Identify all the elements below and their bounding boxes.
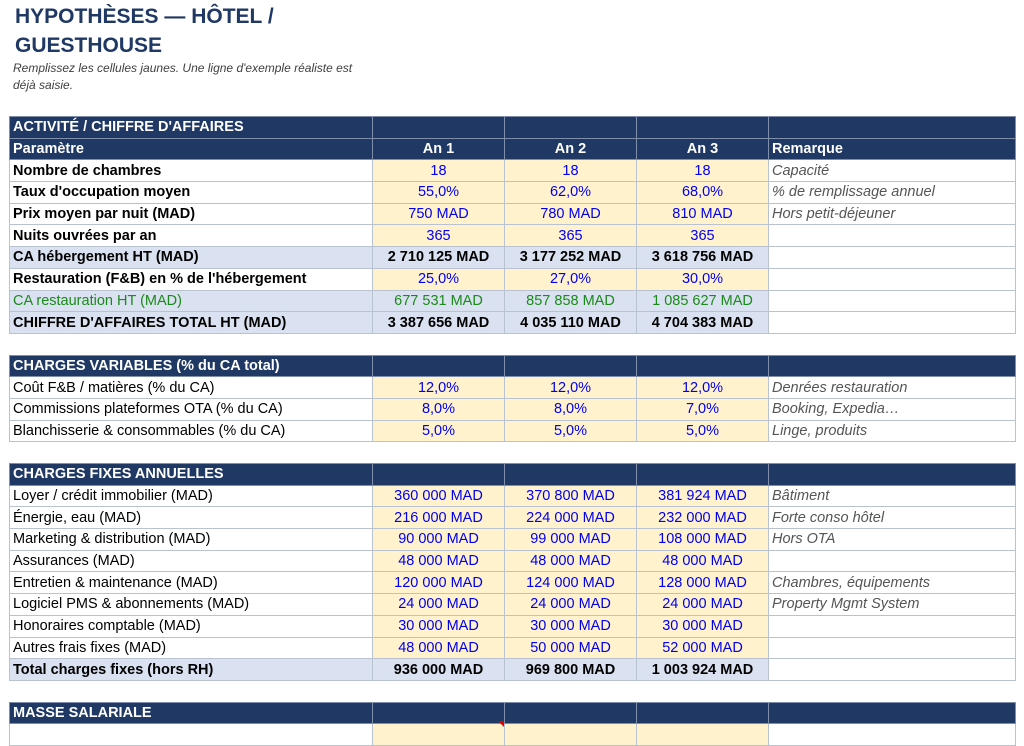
table-row [10,398,1016,420]
col-header-remark: Remarque [769,138,1016,160]
table-row [10,572,1016,594]
input-cell[interactable]: 48 000 MAD [637,550,769,572]
remark-cell[interactable]: Hors OTA [769,529,1016,551]
remark-cell[interactable]: Hors petit-déjeuner [769,203,1016,225]
calc-cell[interactable]: 1 003 924 MAD [637,659,769,681]
comment-indicator-icon[interactable] [498,721,504,727]
remark-cell[interactable] [769,225,1016,247]
row-label: Total charges fixes (hors RH) [10,659,373,681]
remark-cell[interactable]: Property Mgmt System [769,594,1016,616]
input-cell[interactable]: 68,0% [637,182,769,204]
calc-cell[interactable]: 1 085 627 MAD [637,290,769,312]
input-cell[interactable]: 30 000 MAD [505,615,637,637]
calc-cell[interactable]: 857 858 MAD [505,290,637,312]
input-cell[interactable]: 30 000 MAD [373,615,505,637]
input-cell[interactable]: 12,0% [637,377,769,399]
section-title: MASSE SALARIALE [10,702,373,724]
input-cell[interactable]: 62,0% [505,182,637,204]
input-cell[interactable]: 750 MAD [373,203,505,225]
table-row [10,203,1016,225]
row-label: Honoraires comptable (MAD) [10,615,373,637]
row-label: CHIFFRE D'AFFAIRES TOTAL HT (MAD) [10,312,373,334]
row-label: Restauration (F&B) en % de l'hébergement [10,268,373,290]
col-header-y3: An 3 [637,138,769,160]
input-cell[interactable]: 128 000 MAD [637,572,769,594]
input-cell[interactable]: 12,0% [373,377,505,399]
row-label: Autres frais fixes (MAD) [10,637,373,659]
input-cell[interactable]: 5,0% [505,420,637,442]
table-row [10,637,1016,659]
table-row [10,615,1016,637]
page-title: HYPOTHÈSES — HÔTEL / GUESTHOUSE [15,5,274,57]
input-cell[interactable]: 810 MAD [637,203,769,225]
input-cell[interactable]: 30 000 MAD [637,615,769,637]
input-cell[interactable]: 360 000 MAD [373,485,505,507]
input-cell[interactable] [637,724,769,746]
remark-cell[interactable] [769,724,1016,746]
row-label: Entretien & maintenance (MAD) [10,572,373,594]
input-cell[interactable]: 8,0% [373,398,505,420]
table-row [10,485,1016,507]
section-header-activity [10,117,1016,139]
row-label: Commissions plateformes OTA (% du CA) [10,398,373,420]
input-cell[interactable] [505,724,637,746]
calc-cell[interactable]: 677 531 MAD [373,290,505,312]
input-cell[interactable]: 381 924 MAD [637,485,769,507]
row-label: Assurances (MAD) [10,550,373,572]
row-label: CA hébergement HT (MAD) [10,247,373,269]
calc-cell[interactable]: 4 704 383 MAD [637,312,769,334]
table-row [10,507,1016,529]
row-label: Coût F&B / matières (% du CA) [10,377,373,399]
remark-cell[interactable]: Bâtiment [769,485,1016,507]
row-label: Énergie, eau (MAD) [10,507,373,529]
table-row [10,420,1016,442]
input-cell[interactable] [373,724,505,746]
input-cell[interactable]: 25,0% [373,268,505,290]
remark-cell[interactable]: Chambres, équipements [769,572,1016,594]
col-header-y1: An 1 [373,138,505,160]
row-label: Prix moyen par nuit (MAD) [10,203,373,225]
input-cell[interactable]: 52 000 MAD [637,637,769,659]
input-cell[interactable]: 8,0% [505,398,637,420]
input-cell[interactable]: 18 [373,160,505,182]
section-header-fixed [10,464,1016,486]
row-label: Taux d'occupation moyen [10,182,373,204]
input-cell[interactable]: 232 000 MAD [637,507,769,529]
input-cell[interactable]: 27,0% [505,268,637,290]
col-header-y2: An 2 [505,138,637,160]
col-header-param: Paramètre [10,138,373,160]
row-label: Logiciel PMS & abonnements (MAD) [10,594,373,616]
table-row [10,225,1016,247]
section-title: CHARGES VARIABLES (% du CA total) [10,355,373,377]
row-label: CA restauration HT (MAD) [10,290,373,312]
calc-cell[interactable]: 2 710 125 MAD [373,247,505,269]
remark-cell[interactable]: Forte conso hôtel [769,507,1016,529]
input-cell[interactable]: 48 000 MAD [505,550,637,572]
input-cell[interactable]: 224 000 MAD [505,507,637,529]
calc-cell[interactable]: 4 035 110 MAD [505,312,637,334]
input-cell[interactable]: 124 000 MAD [505,572,637,594]
section-title: CHARGES FIXES ANNUELLES [10,464,373,486]
remark-cell[interactable]: Booking, Expedia… [769,398,1016,420]
input-cell[interactable]: 18 [505,160,637,182]
table-row [10,182,1016,204]
column-header-row [10,138,1016,160]
input-cell[interactable]: 12,0% [505,377,637,399]
table-row [10,550,1016,572]
row-label: Marketing & distribution (MAD) [10,529,373,551]
input-cell[interactable]: 365 [373,225,505,247]
page-subtitle: Remplissez les cellules jaunes. Une ligne d'exemple réaliste est déjà saisie. [13,61,353,92]
input-cell[interactable]: 24 000 MAD [373,594,505,616]
table-row-calc [10,290,1016,312]
table-row-total [10,659,1016,681]
table-row [10,724,1016,746]
input-cell[interactable]: 365 [505,225,637,247]
input-cell[interactable]: 24 000 MAD [505,594,637,616]
input-cell[interactable]: 90 000 MAD [373,529,505,551]
row-label: Nombre de chambres [10,160,373,182]
input-cell[interactable]: 216 000 MAD [373,507,505,529]
table-row-calc [10,247,1016,269]
remark-cell[interactable]: Linge, produits [769,420,1016,442]
input-cell[interactable]: 99 000 MAD [505,529,637,551]
calc-cell[interactable]: 3 618 756 MAD [637,247,769,269]
input-cell[interactable]: 5,0% [373,420,505,442]
section-title: ACTIVITÉ / CHIFFRE D'AFFAIRES [10,117,373,139]
calc-cell[interactable]: 936 000 MAD [373,659,505,681]
remark-cell[interactable] [769,615,1016,637]
remark-cell[interactable] [769,550,1016,572]
input-cell[interactable]: 55,0% [373,182,505,204]
hypotheses-sheet [9,116,1016,746]
input-cell[interactable]: 30,0% [637,268,769,290]
section-header-variable [10,355,1016,377]
table-row [10,268,1016,290]
row-label: Blanchisserie & consommables (% du CA) [10,420,373,442]
table-row [10,160,1016,182]
input-cell[interactable]: 5,0% [637,420,769,442]
input-cell[interactable]: 780 MAD [505,203,637,225]
section-header-payroll [10,702,1016,724]
input-cell[interactable]: 48 000 MAD [373,550,505,572]
calc-cell[interactable]: 3 387 656 MAD [373,312,505,334]
table-row-total [10,312,1016,334]
remark-cell[interactable] [769,637,1016,659]
table-row [10,594,1016,616]
input-cell[interactable]: 120 000 MAD [373,572,505,594]
calc-cell[interactable]: 3 177 252 MAD [505,247,637,269]
input-cell[interactable]: 48 000 MAD [373,637,505,659]
input-cell[interactable]: 108 000 MAD [637,529,769,551]
input-cell[interactable]: 365 [637,225,769,247]
row-label: Loyer / crédit immobilier (MAD) [10,485,373,507]
calc-cell[interactable]: 969 800 MAD [505,659,637,681]
input-cell[interactable]: 50 000 MAD [505,637,637,659]
input-cell[interactable]: 370 800 MAD [505,485,637,507]
remark-cell[interactable]: Denrées restauration [769,377,1016,399]
input-cell[interactable]: 18 [637,160,769,182]
input-cell[interactable]: 7,0% [637,398,769,420]
remark-cell[interactable]: Capacité [769,160,1016,182]
table-row [10,377,1016,399]
input-cell[interactable]: 24 000 MAD [637,594,769,616]
table-row [10,529,1016,551]
remark-cell[interactable]: % de remplissage annuel [769,182,1016,204]
row-label: Nuits ouvrées par an [10,225,373,247]
